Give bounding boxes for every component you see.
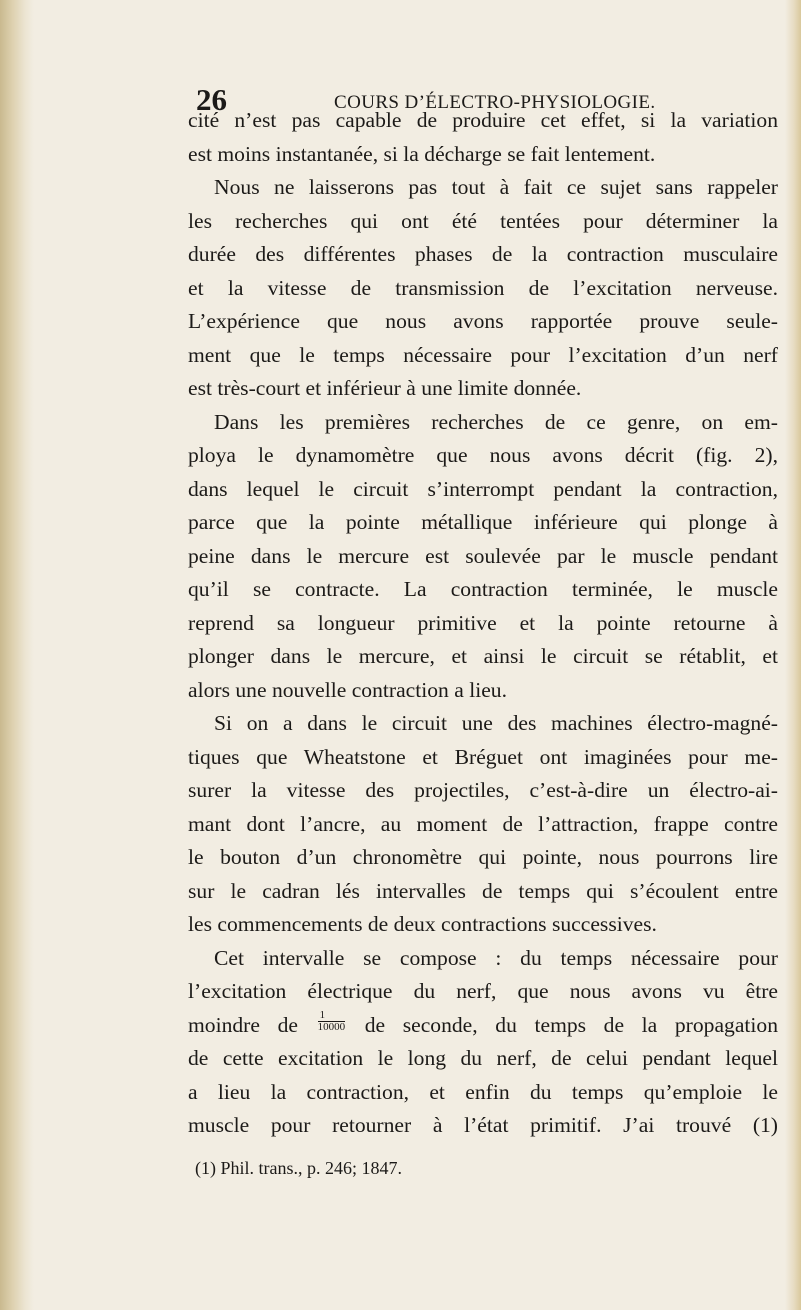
text-line: dans lequel le circuit s’interrompt pendant la contraction,	[188, 476, 778, 501]
text-line: les commencements de deux contractions successives.	[188, 912, 657, 936]
body-text	[188, 104, 778, 1143]
page-number: 26	[196, 82, 227, 117]
text-line: est moins instantanée, si la décharge se fait lentement.	[188, 141, 656, 166]
text-line: de cette excitation le long du nerf, de celui pendant lequel	[188, 1046, 778, 1070]
page-edge-left	[0, 0, 34, 1310]
text-line: peine dans le mercure est soulevée par le muscle pendant	[188, 543, 778, 568]
text-line: L’expérience que nous avons rapportée prouve seule-	[188, 309, 778, 333]
text-line: alors une nouvelle contraction a lieu.	[188, 677, 507, 702]
text-line-suffix: de seconde, du temps de la propagation	[364, 1012, 779, 1037]
text-line: mant dont l’ancre, au moment de l’attraction, frappe contre	[188, 811, 778, 836]
text-line: tiques que Wheatstone et Bréguet ont imaginées pour me-	[188, 744, 778, 769]
fraction-denominator: 10000	[317, 1020, 346, 1033]
text-line: Cet intervalle se compose : du temps nécessaire pour	[214, 945, 778, 970]
text-line: parce que la pointe métallique inférieure qui plonge à	[188, 510, 778, 534]
header-title: COURS D’ÉLECTRO-PHYSIOLOGIE.	[334, 92, 656, 113]
text-line: ment que le temps nécessaire pour l’excitation d’un nerf	[188, 342, 778, 367]
text-line-with-fraction	[188, 1009, 778, 1043]
text-line: cité n’est pas capable de produire cet effet, si la variation	[188, 108, 778, 132]
page-edge-right	[785, 0, 801, 1310]
text-line: Nous ne laisserons pas tout à fait ce sujet sans rappeler	[214, 175, 778, 199]
text-line: surer la vitesse des projectiles, c’est-à-dire un électro-ai-	[188, 778, 778, 802]
text-line: le bouton d’un chronomètre qui pointe, nous pourrons lire	[188, 845, 778, 869]
fraction-numerator: 1	[318, 1010, 346, 1022]
text-line: les recherches qui ont été tentées pour déterminer la	[188, 208, 778, 233]
text-line: et la vitesse de transmission de l’excitation nerveuse.	[188, 275, 778, 300]
text-line: a lieu la contraction, et enfin du temps qu’emploie le	[188, 1079, 778, 1104]
text-line: durée des différentes phases de la contraction musculaire	[188, 242, 778, 266]
text-line: Si on a dans le circuit une des machines électro-magné-	[214, 711, 778, 735]
text-line: l’excitation électrique du nerf, que nous avons vu être	[188, 979, 778, 1003]
text-line: sur le cadran lés intervalles de temps qui s’écoulent entre	[188, 878, 778, 903]
text-line-prefix: moindre de	[188, 1012, 298, 1037]
text-line: qu’il se contracte. La contraction terminée, le muscle	[188, 577, 778, 601]
text-line: ploya le dynamomètre que nous avons décrit (fig. 2),	[188, 443, 778, 467]
text-line: plonger dans le mercure, et ainsi le circuit se rétablit, et	[188, 644, 778, 668]
text-line: reprend sa longueur primitive et la pointe retourne à	[188, 610, 778, 635]
text-line: Dans les premières recherches de ce genre, on em-	[214, 409, 778, 434]
fraction	[318, 1010, 346, 1033]
footnote: (1) Phil. trans., p. 246; 1847.	[195, 1158, 402, 1178]
text-line: muscle pour retourner à l’état primitif. J’ai trouvé (1)	[188, 1113, 778, 1137]
text-line: est très-court et inférieur à une limite donnée.	[188, 376, 582, 400]
